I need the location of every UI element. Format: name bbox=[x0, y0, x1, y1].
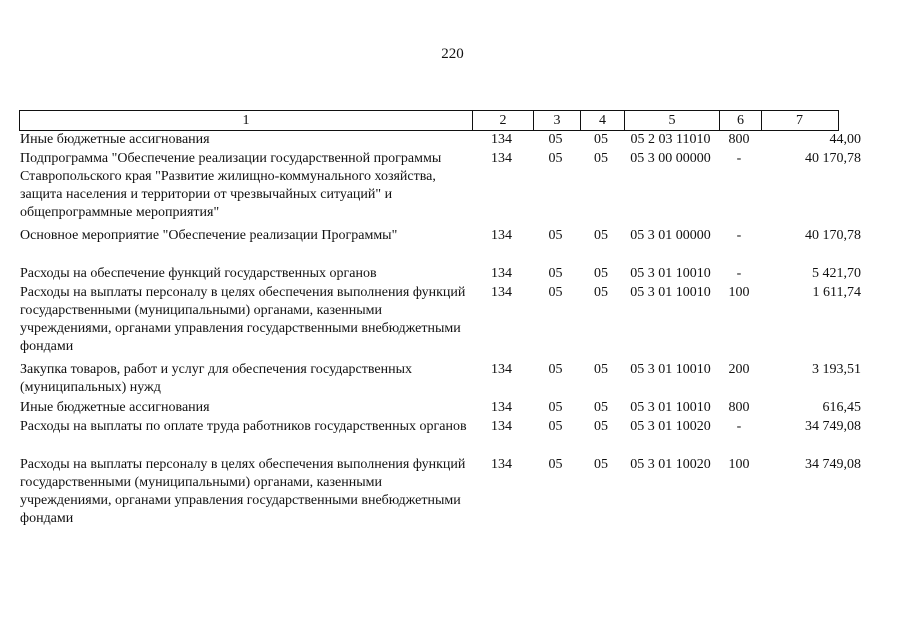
row-amount: 616,45 bbox=[822, 400, 861, 415]
row-col-3: 05 bbox=[548, 362, 563, 377]
row-col-3: 05 bbox=[548, 400, 563, 415]
row-col-6: 800 bbox=[728, 132, 750, 147]
row-name: Закупка товаров, работ и услуг для обеспечения государственных (муниципальных) нужд bbox=[20, 362, 413, 395]
row-name: Расходы на обеспечение функций государственных органов bbox=[20, 266, 377, 281]
table-header bbox=[19, 110, 839, 131]
row-col-6: - bbox=[736, 228, 742, 243]
row-col-2: 134 bbox=[491, 285, 512, 300]
row-name: Подпрограмма "Обеспечение реализации государственной программы Ставропольского края "Развитие жилищно-коммунального хозяйства, защита населения и территории от чрезвычайных ситуаций" и общепрограммные мероприятия" bbox=[20, 151, 442, 220]
header-col-6: 6 bbox=[719, 111, 761, 130]
row-col-2: 134 bbox=[491, 419, 512, 434]
header-col-1: 1 bbox=[242, 113, 250, 128]
row-col-4: 05 bbox=[594, 419, 608, 434]
row-amount: 34 749,08 bbox=[805, 457, 861, 472]
row-col-4: 05 bbox=[594, 151, 608, 166]
header-col-2: 2 bbox=[472, 111, 533, 130]
row-name: Расходы на выплаты персоналу в целях обеспечения выполнения функций государственными (муниципальными) органами, казенными учреждениями, органами управления государственными внебюджетными фондами bbox=[20, 285, 466, 354]
row-col-2: 134 bbox=[491, 151, 512, 166]
row-col-2: 134 bbox=[491, 228, 512, 243]
row-col-2: 134 bbox=[491, 400, 512, 415]
row-col-3: 05 bbox=[548, 151, 563, 166]
row-amount: 40 170,78 bbox=[805, 151, 861, 166]
row-col-5: 05 3 01 10010 bbox=[630, 362, 711, 377]
row-col-6: - bbox=[736, 419, 742, 434]
row-name: Основное мероприятие "Обеспечение реализации Программы" bbox=[20, 228, 398, 243]
row-col-2: 134 bbox=[491, 132, 512, 147]
row-amount: 3 193,51 bbox=[812, 362, 861, 377]
row-col-3: 05 bbox=[548, 266, 563, 281]
row-amount: 34 749,08 bbox=[805, 419, 861, 434]
row-col-4: 05 bbox=[594, 362, 608, 377]
row-name: Расходы на выплаты персоналу в целях обеспечения выполнения функций государственными (муниципальными) органами, казенными учреждениями, органами управления государственными внебюджетными фондами bbox=[20, 457, 466, 526]
row-col-4: 05 bbox=[594, 457, 608, 472]
row-col-3: 05 bbox=[548, 228, 563, 243]
row-col-3: 05 bbox=[548, 419, 563, 434]
row-col-5: 05 3 01 10010 bbox=[630, 285, 711, 300]
row-col-4: 05 bbox=[594, 228, 608, 243]
row-col-2: 134 bbox=[491, 362, 512, 377]
row-col-3: 05 bbox=[548, 285, 563, 300]
row-col-4: 05 bbox=[594, 400, 608, 415]
header-col-5: 5 bbox=[624, 111, 719, 130]
row-col-6: 200 bbox=[728, 362, 750, 377]
row-col-4: 05 bbox=[594, 132, 608, 147]
row-col-6: - bbox=[736, 266, 742, 281]
row-col-2: 134 bbox=[491, 266, 512, 281]
row-col-5: 05 3 01 10020 bbox=[630, 457, 711, 472]
row-amount: 1 611,74 bbox=[812, 285, 861, 300]
row-col-6: 800 bbox=[728, 400, 750, 415]
row-col-5: 05 3 01 00000 bbox=[630, 228, 711, 243]
row-col-6: 100 bbox=[728, 457, 750, 472]
row-col-5: 05 3 01 10010 bbox=[630, 400, 711, 415]
header-col-3: 3 bbox=[533, 111, 580, 130]
row-col-5: 05 3 00 00000 bbox=[630, 151, 711, 166]
row-col-6: - bbox=[736, 151, 742, 166]
row-amount: 40 170,78 bbox=[805, 228, 861, 243]
header-col-4: 4 bbox=[580, 111, 624, 130]
header-col-7: 7 bbox=[761, 111, 837, 130]
row-col-4: 05 bbox=[594, 285, 608, 300]
row-amount: 5 421,70 bbox=[812, 266, 861, 281]
row-col-2: 134 bbox=[491, 457, 512, 472]
row-col-4: 05 bbox=[594, 266, 608, 281]
row-amount: 44,00 bbox=[829, 132, 861, 147]
row-col-5: 05 3 01 10010 bbox=[630, 266, 711, 281]
row-col-3: 05 bbox=[548, 132, 563, 147]
row-col-5: 05 3 01 10020 bbox=[630, 419, 711, 434]
row-name: Расходы на выплаты по оплате труда работников государственных органов bbox=[20, 419, 467, 434]
row-col-6: 100 bbox=[728, 285, 750, 300]
row-col-5: 05 2 03 11010 bbox=[630, 132, 711, 147]
page-number: 220 bbox=[441, 46, 464, 62]
row-name: Иные бюджетные ассигнования bbox=[20, 400, 210, 415]
row-col-3: 05 bbox=[548, 457, 563, 472]
row-name: Иные бюджетные ассигнования bbox=[20, 132, 210, 147]
